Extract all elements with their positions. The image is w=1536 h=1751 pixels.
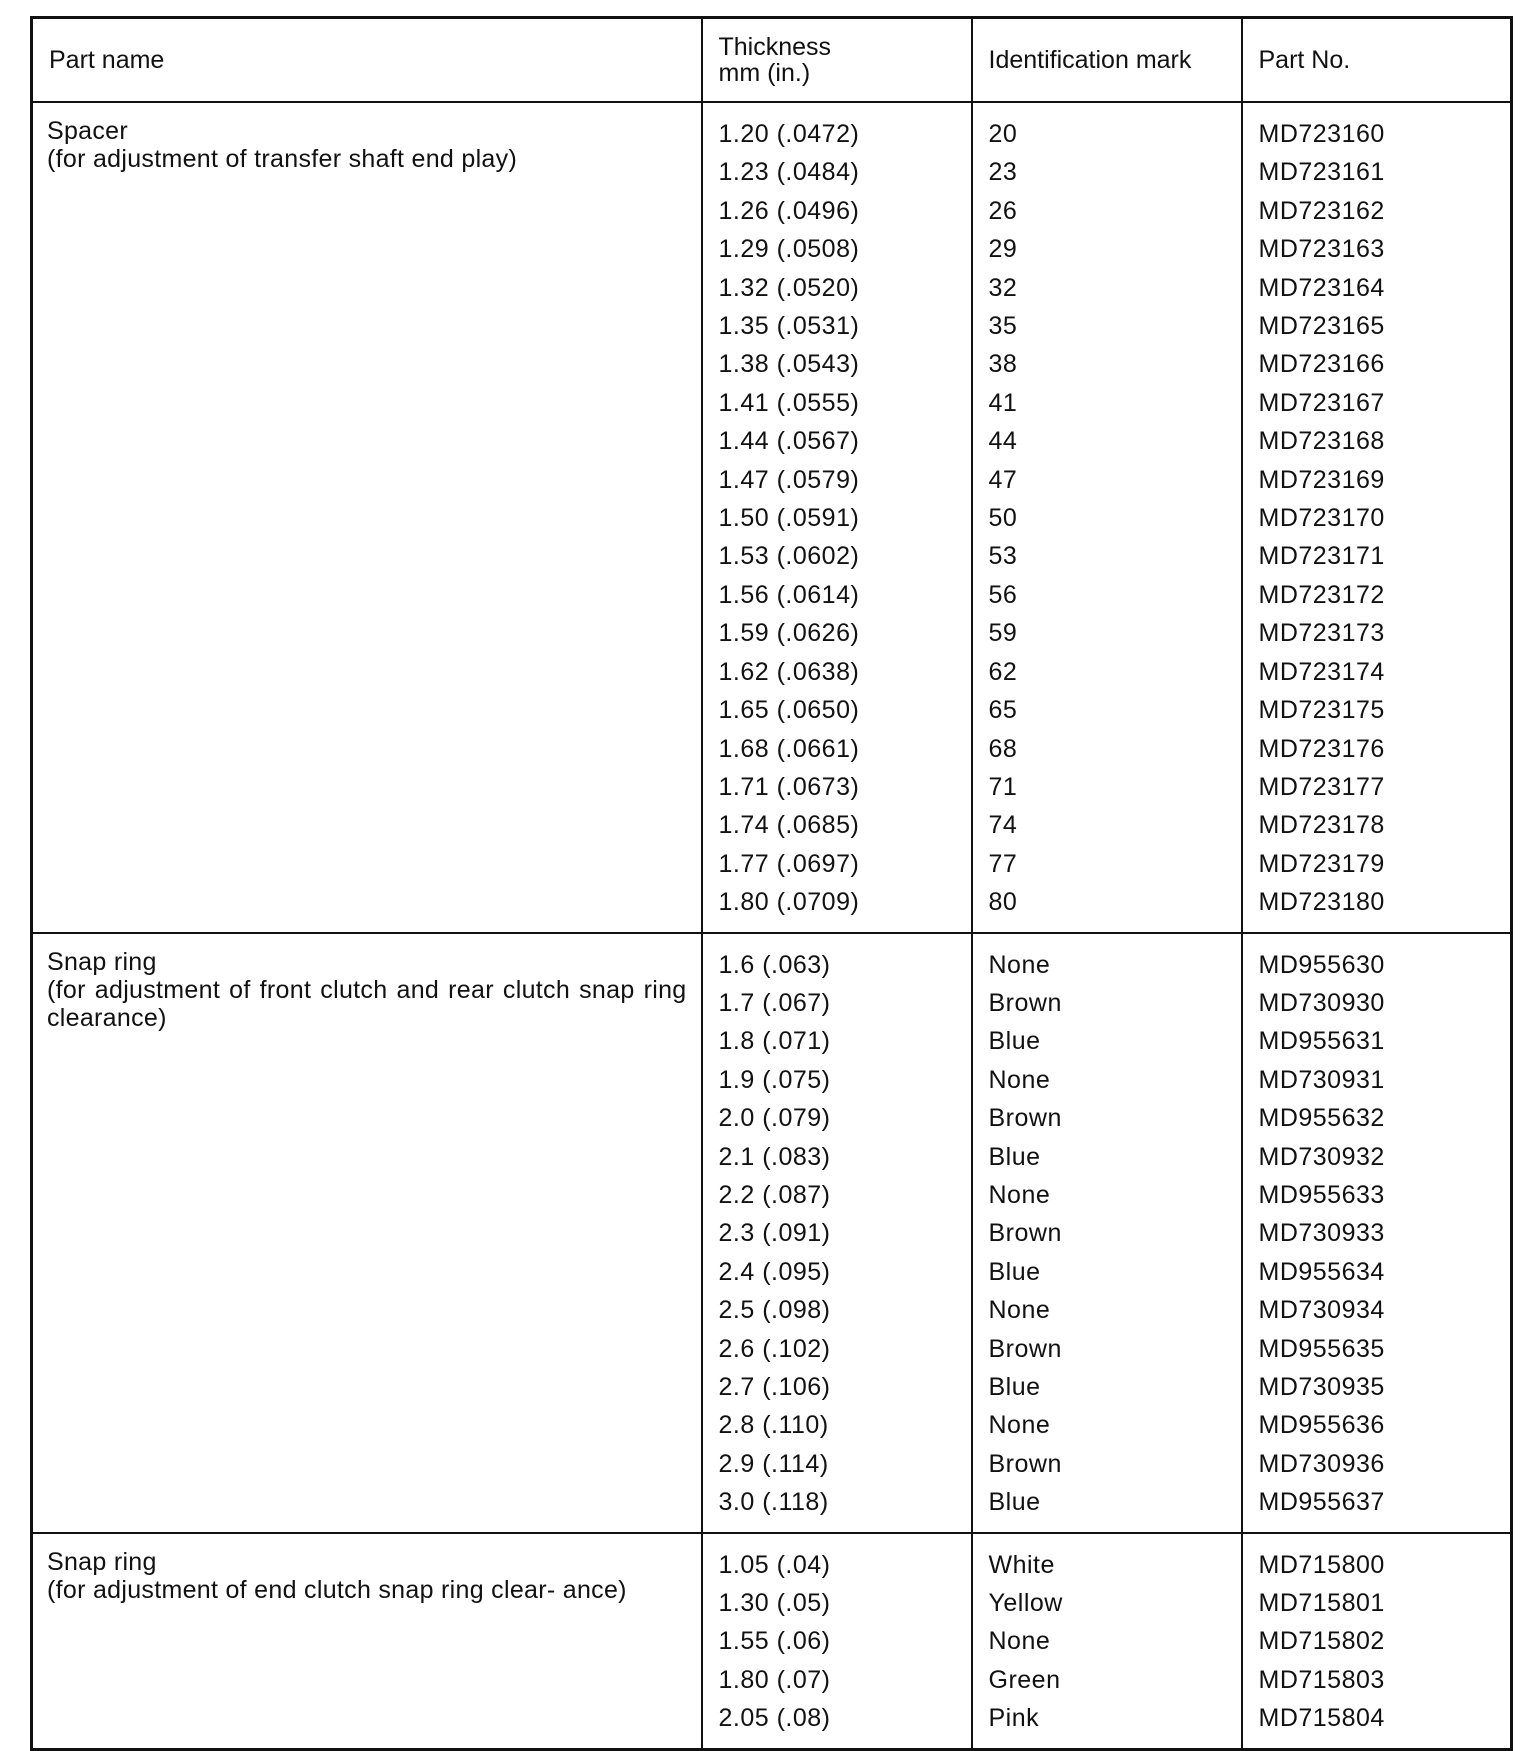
value-line: 2.5 (.098) [718, 1296, 831, 1325]
part-number-list [1242, 933, 1512, 1533]
value-line: Brown [988, 988, 1062, 1017]
value-line: 1.65 (.0650) [718, 696, 860, 725]
value-line: MD723160 [1258, 120, 1385, 148]
value-line: 2.3 (.091) [718, 1219, 831, 1248]
value-line: 1.47 (.0579) [718, 465, 860, 494]
value-line: White [988, 1550, 1055, 1579]
part-number-list [1242, 1533, 1512, 1750]
value-line: 1.55 (.06) [718, 1627, 831, 1656]
value-line: Blue [988, 1373, 1041, 1401]
value-line: MD730936 [1258, 1449, 1385, 1478]
value-line: MD730934 [1258, 1296, 1385, 1325]
value-line: 1.44 (.0567) [718, 427, 860, 456]
value-line: 1.77 (.0697) [718, 849, 860, 878]
header-part-name: Part name [32, 18, 702, 103]
value-line: Brown [988, 1104, 1062, 1133]
value-line: MD723169 [1258, 465, 1385, 494]
value-line: MD955634 [1258, 1257, 1385, 1286]
part-name-cell [32, 102, 702, 933]
thickness-list [702, 102, 972, 933]
value-line: 1.35 (.0531) [718, 312, 860, 341]
part-name-cell [32, 1533, 702, 1750]
value-line: MD723166 [1258, 350, 1385, 379]
value-line: 1.23 (.0484) [718, 158, 860, 187]
header-thickness-line2: mm (in.) [718, 59, 811, 87]
value-line: 62 [988, 657, 1018, 686]
value-line: MD955633 [1258, 1180, 1385, 1209]
value-line: 1.41 (.0555) [718, 388, 860, 417]
part-name-description: (for adjustment of front clutch and rear clutch snap ring clearance) [47, 975, 687, 1032]
value-line: MD730935 [1258, 1373, 1385, 1401]
value-line: 1.71 (.0673) [718, 772, 860, 801]
value-line: Blue [988, 1027, 1041, 1056]
value-line: 1.80 (.07) [718, 1665, 831, 1694]
value-line: None [988, 1627, 1051, 1656]
value-line: 1.8 (.071) [718, 1027, 831, 1056]
header-part-no: Part No. [1242, 18, 1512, 103]
thickness-list [702, 1533, 972, 1750]
value-line: 38 [988, 350, 1018, 379]
part-name-description: (for adjustment of transfer shaft end play) [47, 145, 518, 173]
value-line: MD955632 [1258, 1104, 1385, 1133]
header-identification-mark: Identification mark [972, 18, 1242, 103]
value-line: None [988, 1296, 1051, 1325]
value-line: None [988, 1065, 1051, 1094]
value-line: 2.8 (.110) [718, 1411, 829, 1440]
value-line: 71 [988, 772, 1018, 801]
value-line: 2.05 (.08) [718, 1704, 831, 1733]
value-line: Brown [988, 1449, 1062, 1478]
value-line: MD723179 [1258, 849, 1385, 878]
value-line: MD723167 [1258, 388, 1385, 417]
value-line: 41 [988, 388, 1018, 417]
value-line: MD730931 [1258, 1065, 1385, 1094]
value-line: 1.30 (.05) [718, 1589, 831, 1618]
value-line: Blue [988, 1142, 1041, 1171]
value-line: 68 [988, 734, 1018, 763]
value-line: None [988, 1180, 1051, 1209]
value-line: 2.1 (.083) [718, 1142, 831, 1171]
table-row [32, 102, 1512, 933]
value-line: 1.6 (.063) [718, 950, 831, 979]
value-line: 65 [988, 696, 1018, 725]
value-line: MD955635 [1258, 1334, 1385, 1363]
value-line: MD723161 [1258, 158, 1385, 187]
value-line: Pink [988, 1704, 1040, 1733]
value-line: MD723164 [1258, 273, 1385, 302]
value-line: MD723168 [1258, 427, 1385, 456]
value-line: Yellow [988, 1589, 1063, 1618]
value-line: MD730933 [1258, 1219, 1385, 1248]
value-line: MD715802 [1258, 1627, 1385, 1656]
value-line: 59 [988, 619, 1018, 648]
value-line: 32 [988, 273, 1018, 302]
value-line: 20 [988, 120, 1018, 148]
value-line: 1.59 (.0626) [718, 619, 860, 648]
value-line: MD723172 [1258, 580, 1385, 609]
value-line: MD955637 [1258, 1488, 1385, 1517]
value-line: MD715803 [1258, 1665, 1385, 1694]
value-line: None [988, 1411, 1051, 1440]
value-line: 50 [988, 504, 1018, 533]
part-name-title: Snap ring [47, 1547, 157, 1576]
table-row [32, 933, 1512, 1533]
value-line: MD955636 [1258, 1411, 1385, 1440]
value-line: 1.20 (.0472) [718, 120, 860, 148]
value-line: Blue [988, 1488, 1041, 1517]
value-line: MD723162 [1258, 196, 1385, 225]
value-line: 2.4 (.095) [718, 1257, 831, 1286]
value-line: 53 [988, 542, 1018, 571]
part-name-title: Snap ring [47, 947, 157, 976]
value-line: MD723165 [1258, 312, 1385, 341]
value-line: 2.2 (.087) [718, 1180, 831, 1209]
part-name-cell [32, 933, 702, 1533]
part-name-title: Spacer [47, 117, 129, 145]
value-line: 77 [988, 849, 1018, 878]
group-snap-ring-end-clutch [32, 1533, 1512, 1750]
value-line: 1.53 (.0602) [718, 542, 860, 571]
part-number-list [1242, 102, 1512, 933]
value-line: 1.38 (.0543) [718, 350, 860, 379]
group-snap-ring-front-rear [32, 933, 1512, 1533]
value-line: 1.68 (.0661) [718, 734, 860, 763]
value-line: 56 [988, 580, 1018, 609]
value-line: None [988, 950, 1051, 979]
value-line: MD723178 [1258, 811, 1385, 840]
value-line: Brown [988, 1334, 1062, 1363]
value-line: Green [988, 1665, 1061, 1694]
value-line: MD723163 [1258, 235, 1385, 264]
value-line: 1.9 (.075) [718, 1065, 831, 1094]
value-line: MD723177 [1258, 772, 1385, 801]
value-line: 1.56 (.0614) [718, 580, 860, 609]
identification-mark-list [972, 933, 1242, 1533]
part-name-description: (for adjustment of end clutch snap ring clear- ance) [47, 1575, 627, 1604]
value-line: 35 [988, 312, 1018, 341]
value-line: Blue [988, 1257, 1041, 1286]
value-line: MD715804 [1258, 1704, 1385, 1733]
value-line: MD955631 [1258, 1027, 1385, 1056]
value-line: 1.50 (.0591) [718, 504, 860, 533]
value-line: 1.7 (.067) [718, 988, 831, 1017]
value-line: 1.62 (.0638) [718, 657, 860, 686]
value-line: MD723176 [1258, 734, 1385, 763]
value-line: 29 [988, 235, 1018, 264]
table-row [32, 1533, 1512, 1750]
group-spacer [32, 102, 1512, 933]
value-line: 74 [988, 811, 1018, 840]
header-row [32, 18, 1512, 103]
value-line: MD723170 [1258, 504, 1385, 533]
header-thickness-line1: Thickness [718, 33, 832, 61]
value-line: MD730930 [1258, 988, 1385, 1017]
thickness-list [702, 933, 972, 1533]
value-line: 2.6 (.102) [718, 1334, 831, 1363]
value-line: 1.74 (.0685) [718, 811, 860, 840]
parts-table-page [30, 16, 1510, 1751]
value-line: MD723175 [1258, 696, 1385, 725]
value-line: MD715801 [1258, 1589, 1385, 1618]
header-thickness [702, 18, 972, 103]
value-line: MD723180 [1258, 888, 1385, 917]
value-line: 1.26 (.0496) [718, 196, 860, 225]
value-line: 2.9 (.114) [718, 1449, 829, 1478]
value-line: 2.0 (.079) [718, 1104, 831, 1133]
identification-mark-list [972, 1533, 1242, 1750]
value-line: Brown [988, 1219, 1062, 1248]
value-line: MD715800 [1258, 1550, 1385, 1579]
value-line: 1.29 (.0508) [718, 235, 860, 264]
value-line: 80 [988, 888, 1018, 917]
value-line: 26 [988, 196, 1018, 225]
identification-mark-list [972, 102, 1242, 933]
value-line: 2.7 (.106) [718, 1373, 831, 1401]
value-line: 47 [988, 465, 1018, 494]
value-line: MD723173 [1258, 619, 1385, 648]
value-line: MD955630 [1258, 950, 1385, 979]
value-line: 3.0 (.118) [718, 1488, 829, 1517]
value-line: MD723174 [1258, 657, 1385, 686]
value-line: 23 [988, 158, 1018, 187]
value-line: MD730932 [1258, 1142, 1385, 1171]
value-line: 1.05 (.04) [718, 1550, 831, 1579]
value-line: 44 [988, 427, 1018, 456]
value-line: 1.32 (.0520) [718, 273, 860, 302]
value-line: MD723171 [1258, 542, 1385, 571]
value-line: 1.80 (.0709) [718, 888, 860, 917]
parts-table [30, 16, 1513, 1751]
